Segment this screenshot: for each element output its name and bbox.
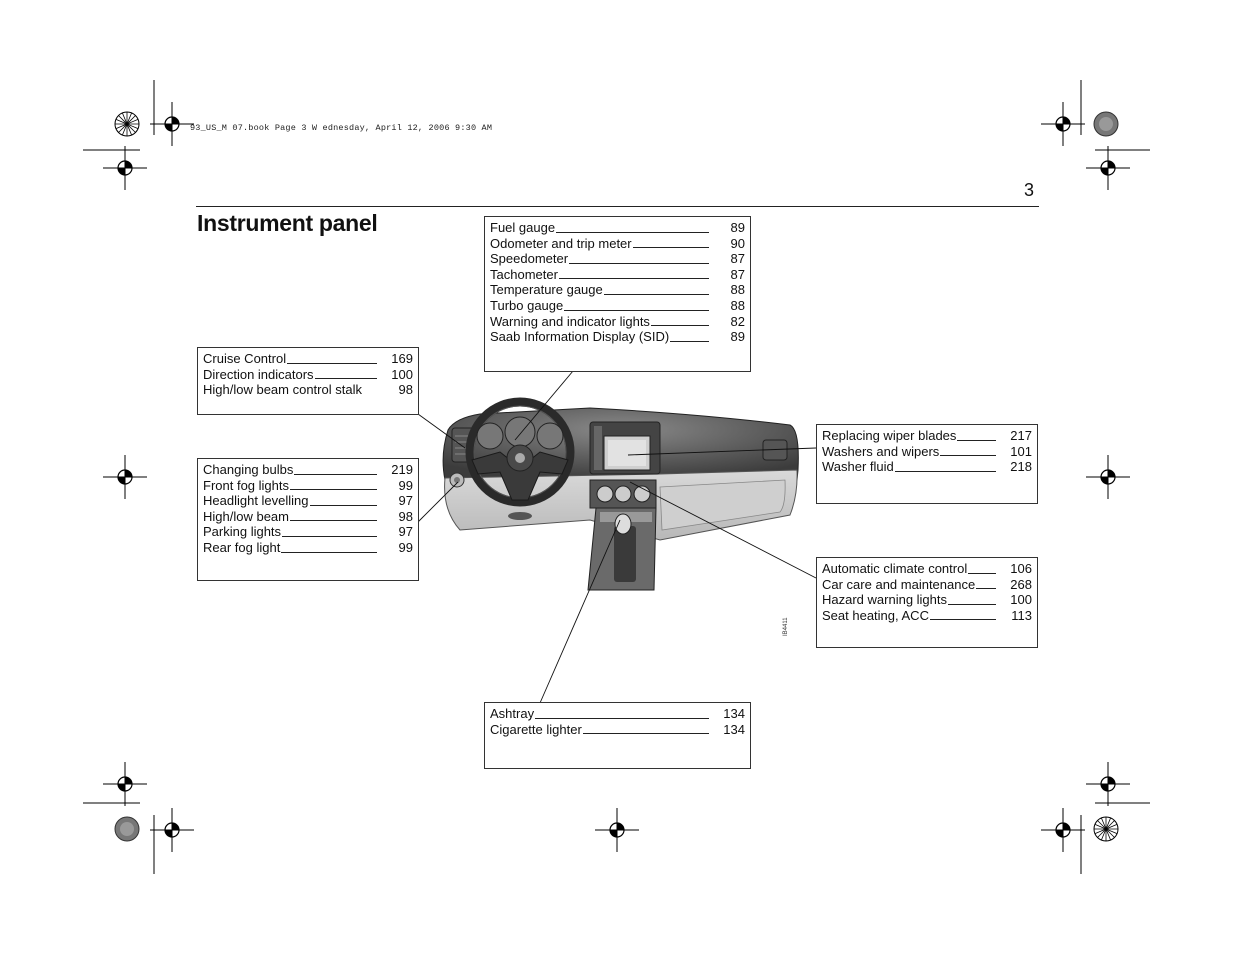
index-entry-label: Changing bulbs: [203, 462, 294, 477]
index-entry: [203, 367, 413, 383]
callout-box-gauges: [484, 216, 751, 372]
index-entry: [490, 267, 745, 283]
index-entry-page: 89: [730, 220, 745, 235]
index-entry-label: Car care and maintenance: [822, 576, 976, 592]
index-entry: [822, 577, 1032, 593]
index-entry-page: 101: [1010, 443, 1032, 459]
callout-box-wipers: [816, 424, 1038, 504]
index-entry-page: 99: [398, 539, 413, 555]
leader-line: [957, 440, 996, 441]
index-entry: [490, 314, 745, 330]
leader-line: [556, 232, 709, 233]
index-entry: [203, 462, 413, 478]
index-entry-label: Seat heating, ACC: [822, 607, 929, 623]
index-entry-label: Washer fluid: [822, 459, 894, 475]
index-entry-label: Odometer and trip meter: [490, 235, 632, 251]
leader-line: [569, 263, 709, 264]
index-entry: [822, 459, 1032, 475]
index-entry-label: Fuel gauge: [490, 220, 556, 235]
index-entry-page: 88: [730, 282, 745, 298]
leader-line: [281, 552, 377, 553]
index-entry: [490, 722, 745, 738]
leader-line: [895, 471, 996, 472]
index-entry-page: 97: [398, 493, 413, 509]
index-entry: [822, 444, 1032, 460]
leader-line: [948, 604, 996, 605]
index-entry-label: Cruise Control: [203, 351, 287, 366]
leader-line: [583, 733, 709, 734]
index-entry-label: Saab Information Display (SID): [490, 329, 670, 345]
index-entry-label: Replacing wiper blades: [822, 428, 957, 443]
index-entry-label: Turbo gauge: [490, 297, 564, 313]
index-entry: [203, 351, 413, 367]
leader-line: [670, 341, 709, 342]
leader-line: [968, 573, 996, 574]
index-entry-label: Cigarette lighter: [490, 721, 582, 737]
page-number: 3: [1024, 180, 1035, 200]
page-title: Instrument panel: [197, 210, 378, 236]
index-entry-label: Front fog lights: [203, 477, 289, 493]
index-entry-label: High/low beam: [203, 508, 289, 524]
index-entry-page: 219: [391, 462, 413, 477]
index-entry: [490, 706, 745, 722]
index-entry-page: 87: [730, 251, 745, 267]
leader-line: [290, 520, 377, 521]
leader-line: [294, 474, 377, 475]
index-entry-page: 218: [1010, 459, 1032, 475]
index-entry-label: Headlight levelling: [203, 493, 309, 509]
print-slug: 93_US_M 07.book Page 3 W ednesday, April 12, 2006 9:30 AM: [190, 123, 493, 133]
callout-box-climate: [816, 557, 1038, 648]
index-entry: [490, 298, 745, 314]
index-entry-label: Washers and wipers: [822, 443, 940, 459]
index-entry-page: 134: [723, 721, 745, 737]
leader-line: [604, 294, 709, 295]
index-entry-page: 88: [730, 297, 745, 313]
index-entry-label: Automatic climate control: [822, 561, 968, 576]
index-entry-page: 106: [1010, 561, 1032, 576]
index-entry: [490, 329, 745, 345]
index-entry-page: 100: [1010, 592, 1032, 608]
index-entry-page: 217: [1010, 428, 1032, 443]
callout-box-control-stalk: [197, 347, 419, 415]
index-entry: [203, 382, 413, 398]
index-entry-page: 99: [398, 477, 413, 493]
dashboard-illustration: [443, 402, 798, 590]
index-entry-page: 169: [391, 351, 413, 366]
leader-line: [282, 536, 377, 537]
index-entry-page: 82: [730, 313, 745, 329]
index-entry: [490, 220, 745, 236]
callout-box-lights: [197, 458, 419, 581]
index-entry-page: 113: [1011, 607, 1032, 623]
leader-line: [976, 588, 996, 589]
leader-line: [535, 718, 709, 719]
leader-line: [564, 310, 709, 311]
index-entry-page: 98: [398, 508, 413, 524]
leader-line: [310, 505, 377, 506]
index-entry: [203, 493, 413, 509]
index-entry: [490, 236, 745, 252]
leader-line: [559, 278, 709, 279]
leader-line: [315, 378, 377, 379]
index-entry-label: Warning and indicator lights: [490, 313, 650, 329]
leader-line: [930, 619, 996, 620]
index-entry-label: Tachometer: [490, 266, 558, 282]
leader-line: [651, 325, 709, 326]
index-entry-page: 100: [391, 366, 413, 382]
image-code: IB4411: [783, 617, 789, 636]
index-entry-label: High/low beam control stalk: [203, 382, 362, 398]
index-entry: [203, 524, 413, 540]
index-entry: [822, 428, 1032, 444]
index-entry: [490, 282, 745, 298]
leader-line: [290, 489, 377, 490]
index-entry-page: 87: [730, 266, 745, 282]
leader-line: [633, 247, 709, 248]
index-entry-label: Speedometer: [490, 251, 569, 267]
index-entry-page: 268: [1010, 576, 1032, 592]
index-entry: [203, 509, 413, 525]
index-entry-page: 89: [730, 329, 745, 345]
index-entry: [490, 251, 745, 267]
index-entry: [822, 608, 1032, 624]
index-entry-label: Ashtray: [490, 706, 535, 721]
index-entry-page: 134: [723, 706, 745, 721]
index-entry: [203, 478, 413, 494]
index-entry: [822, 592, 1032, 608]
index-entry-page: 90: [730, 235, 745, 251]
index-entry-page: 97: [398, 524, 413, 540]
callout-box-ashtray: [484, 702, 751, 769]
leader-line: [940, 455, 996, 456]
index-entry-label: Rear fog light: [203, 539, 281, 555]
index-entry-label: Parking lights: [203, 524, 282, 540]
index-entry-label: Direction indicators: [203, 366, 314, 382]
leader-line: [287, 363, 377, 364]
index-entry-page: 98: [398, 382, 413, 398]
index-entry-label: Hazard warning lights: [822, 592, 948, 608]
index-entry-label: Temperature gauge: [490, 282, 603, 298]
index-entry: [203, 540, 413, 556]
index-entry: [822, 561, 1032, 577]
